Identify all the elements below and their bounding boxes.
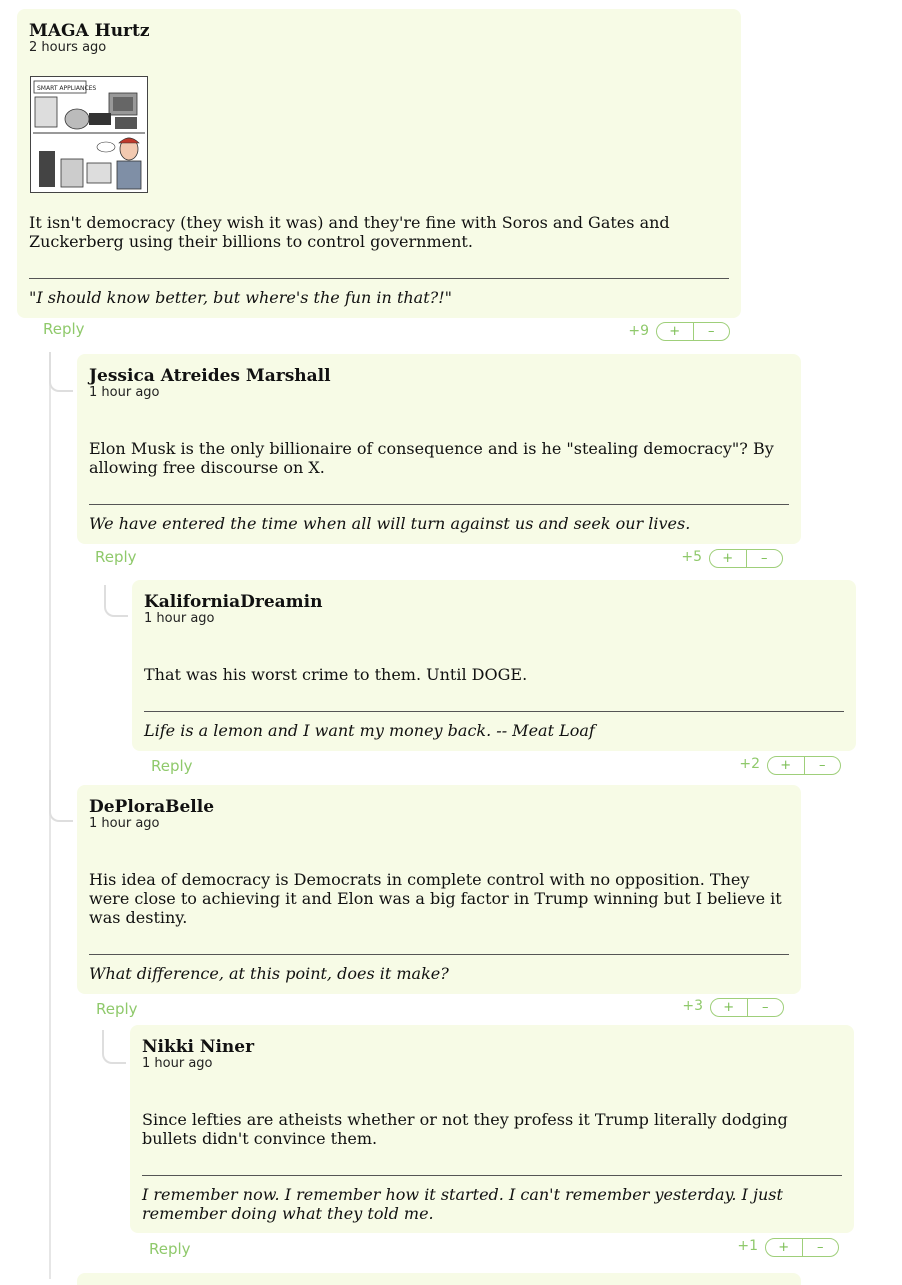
cartoon-caption: SMART APPLIANCES — [37, 85, 97, 92]
upvote-button[interactable]: + — [722, 551, 734, 566]
comment-body: It isn't democracy (they wish it was) and they're fine with Soros and Gates and Zuckerberg using their billions to control government. — [29, 213, 670, 251]
comment-author[interactable]: Nikki Niner — [142, 1037, 255, 1057]
comment-time: 1 hour ago — [89, 385, 160, 400]
downvote-button[interactable]: – — [746, 550, 783, 567]
cartoon-drawing — [31, 77, 147, 192]
comment-body: Elon Musk is the only billionaire of consequence and is he "stealing democracy"? By allowing free discourse on X. — [89, 439, 774, 477]
cartoon-image[interactable] — [30, 76, 148, 193]
vote-score: +1 — [737, 1238, 758, 1254]
comment-author[interactable]: Jessica Atreides Marshall — [89, 366, 331, 386]
upvote-button[interactable]: + — [780, 758, 792, 773]
downvote-button[interactable]: – — [693, 323, 730, 340]
comment — [130, 1025, 854, 1233]
comment-signature: I remember now. I remember how it started. I can't remember yesterday. I just remember doing what they told me. — [142, 1185, 783, 1223]
comment-body: That was his worst crime to them. Until DOGE. — [144, 665, 528, 684]
reply-button[interactable]: Reply — [43, 320, 85, 338]
thread-elbow — [102, 1030, 126, 1064]
signature-divider — [142, 1175, 842, 1176]
vote-score: +3 — [682, 998, 703, 1014]
comment-time: 1 hour ago — [142, 1056, 213, 1071]
downvote-button[interactable]: – — [747, 999, 784, 1016]
reply-button[interactable]: Reply — [149, 1240, 191, 1258]
vote-score: +9 — [628, 323, 649, 339]
comment-time: 2 hours ago — [29, 40, 107, 55]
thread-elbow — [49, 352, 73, 392]
signature-divider — [89, 504, 789, 505]
vote-score: +2 — [739, 756, 760, 772]
comment-partial — [77, 1273, 801, 1285]
vote-controls — [767, 756, 841, 775]
downvote-button[interactable]: – — [804, 757, 841, 774]
comment-signature: What difference, at this point, does it make? — [89, 964, 449, 983]
comment — [132, 580, 856, 751]
comment-body: His idea of democracy is Democrats in complete control with no opposition. They were close to achieving it and Elon was a big factor in Trump winning but I believe it was destiny. — [89, 870, 782, 927]
vote-score: +5 — [681, 549, 702, 565]
comment-time: 1 hour ago — [89, 816, 160, 831]
thread-elbow — [49, 770, 73, 822]
comment-signature: We have entered the time when all will turn against us and seek our lives. — [89, 514, 691, 533]
vote-controls — [709, 549, 783, 568]
reply-button[interactable]: Reply — [151, 757, 193, 775]
comment-author[interactable]: DePloraBelle — [89, 797, 215, 817]
thread-elbow — [104, 585, 128, 617]
signature-divider — [89, 954, 789, 955]
upvote-button[interactable]: + — [669, 324, 681, 339]
signature-divider — [144, 711, 844, 712]
comment — [77, 354, 801, 544]
reply-button[interactable]: Reply — [95, 548, 137, 566]
reply-button[interactable]: Reply — [96, 1000, 138, 1018]
comment-body: Since lefties are atheists whether or not they profess it Trump literally dodging bullets didn't convince them. — [142, 1110, 788, 1148]
signature-divider — [29, 278, 729, 279]
comment-signature: "I should know better, but where's the fun in that?!" — [29, 288, 453, 307]
vote-controls — [656, 322, 730, 341]
comment — [17, 9, 741, 318]
downvote-button[interactable]: – — [802, 1239, 839, 1256]
vote-controls — [765, 1238, 839, 1257]
vote-controls — [710, 998, 784, 1017]
comment-author[interactable]: MAGA Hurtz — [29, 21, 150, 41]
comment-signature: Life is a lemon and I want my money back. -- Meat Loaf — [144, 721, 595, 740]
upvote-button[interactable]: + — [723, 1000, 735, 1015]
comment-author[interactable]: KaliforniaDreamin — [144, 592, 323, 612]
comment — [77, 785, 801, 994]
upvote-button[interactable]: + — [778, 1240, 790, 1255]
comment-time: 1 hour ago — [144, 611, 215, 626]
